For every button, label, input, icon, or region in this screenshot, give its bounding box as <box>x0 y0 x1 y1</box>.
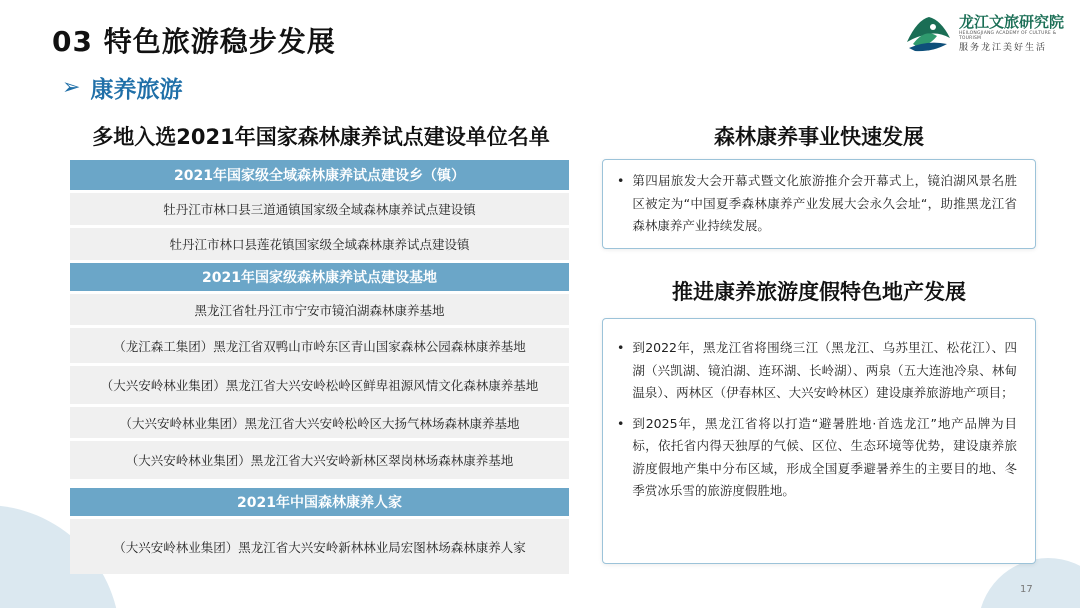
right-heading-forest-wellness: 森林康养事业快速发展 <box>714 125 924 149</box>
logo <box>903 14 1080 54</box>
bullet-item <box>617 413 1017 503</box>
logo-english: HEILONGJIANG ACADEMY OF CULTURE & TOURISM <box>958 30 1057 41</box>
list-item: （大兴安岭林业集团）黑龙江省大兴安岭松岭区鲜卑祖源风情文化森林康养基地 <box>70 366 569 404</box>
real-estate-box <box>602 318 1036 564</box>
bullet-dot: • <box>617 415 625 431</box>
logo-name: 龙江文旅研究院 <box>958 13 1064 32</box>
section-label: 康养旅游 <box>90 77 183 103</box>
section-heading <box>62 71 182 104</box>
list-item: （龙江森工集团）黑龙江省双鸭山市岭东区青山国家森林公园森林康养基地 <box>70 328 569 363</box>
logo-slogan: 服务龙江美好生活 <box>958 42 1047 53</box>
page-title: 03 特色旅游稳步发展 <box>52 25 336 58</box>
forest-wellness-box <box>602 159 1036 249</box>
bullet-text: 到2025年，黑龙江省将以打造“避暑胜地·首选龙江”地产品牌为目标，依托省内得天独厚的气候、区位、生态环境等优势，建设康养旅游度假地产集中分布区域，形成全国夏季避暑养生的主要目的地、冬季赏冰乐雪的旅游度假胜地。 <box>632 415 1017 498</box>
category-row: 2021年国家级森林康养试点建设基地 <box>70 263 569 291</box>
bullet-item <box>617 170 1017 238</box>
page-number: 17 <box>1020 584 1033 595</box>
list-item: 牡丹江市林口县莲花镇国家级全域森林康养试点建设镇 <box>70 228 569 260</box>
bullet-item <box>617 337 1017 405</box>
mountain-logo-icon <box>903 14 953 54</box>
chevron-right-icon: ➢ <box>62 75 81 100</box>
pilot-list-table <box>70 160 569 577</box>
bullet-text: 第四届旅发大会开幕式暨文化旅游推介会开幕式上，镜泊湖风景名胜区被定为“中国夏季森林康养产业发展大会永久会址“，助推黑龙江省森林康养产业持续发展。 <box>632 173 1017 233</box>
list-item: （大兴安岭林业集团）黑龙江省大兴安岭新林区翠岗林场森林康养基地 <box>70 441 569 479</box>
list-item: 黑龙江省牡丹江市宁安市镜泊湖森林康养基地 <box>70 294 569 325</box>
list-item: （大兴安岭林业集团）黑龙江省大兴安岭松岭区大扬气林场森林康养基地 <box>70 407 569 438</box>
bullet-dot: • <box>617 340 625 355</box>
list-item: 牡丹江市林口县三道通镇国家级全域森林康养试点建设镇 <box>70 193 569 225</box>
bullet-text: 到2022年，黑龙江省将围绕三江（黑龙江、乌苏里江、松花江）、四湖（兴凯湖、镜泊湖、连环湖、长岭湖）、两泉（五大连池冷泉、林甸温泉）、两林区（伊春林区、大兴安岭林区）建设康养旅游地产项目； <box>632 340 1017 400</box>
list-item: （大兴安岭林业集团）黑龙江省大兴安岭新林林业局宏图林场森林康养人家 <box>70 519 569 574</box>
right-heading-real-estate: 推进康养旅游度假特色地产发展 <box>672 280 966 304</box>
bullet-dot: • <box>617 173 625 188</box>
category-row: 2021年中国森林康养人家 <box>70 488 569 516</box>
left-title: 多地入选2021年国家森林康养试点建设单位名单 <box>92 125 550 149</box>
decorative-circle-right <box>978 558 1080 608</box>
category-row: 2021年国家级全域森林康养试点建设乡（镇） <box>70 160 569 190</box>
